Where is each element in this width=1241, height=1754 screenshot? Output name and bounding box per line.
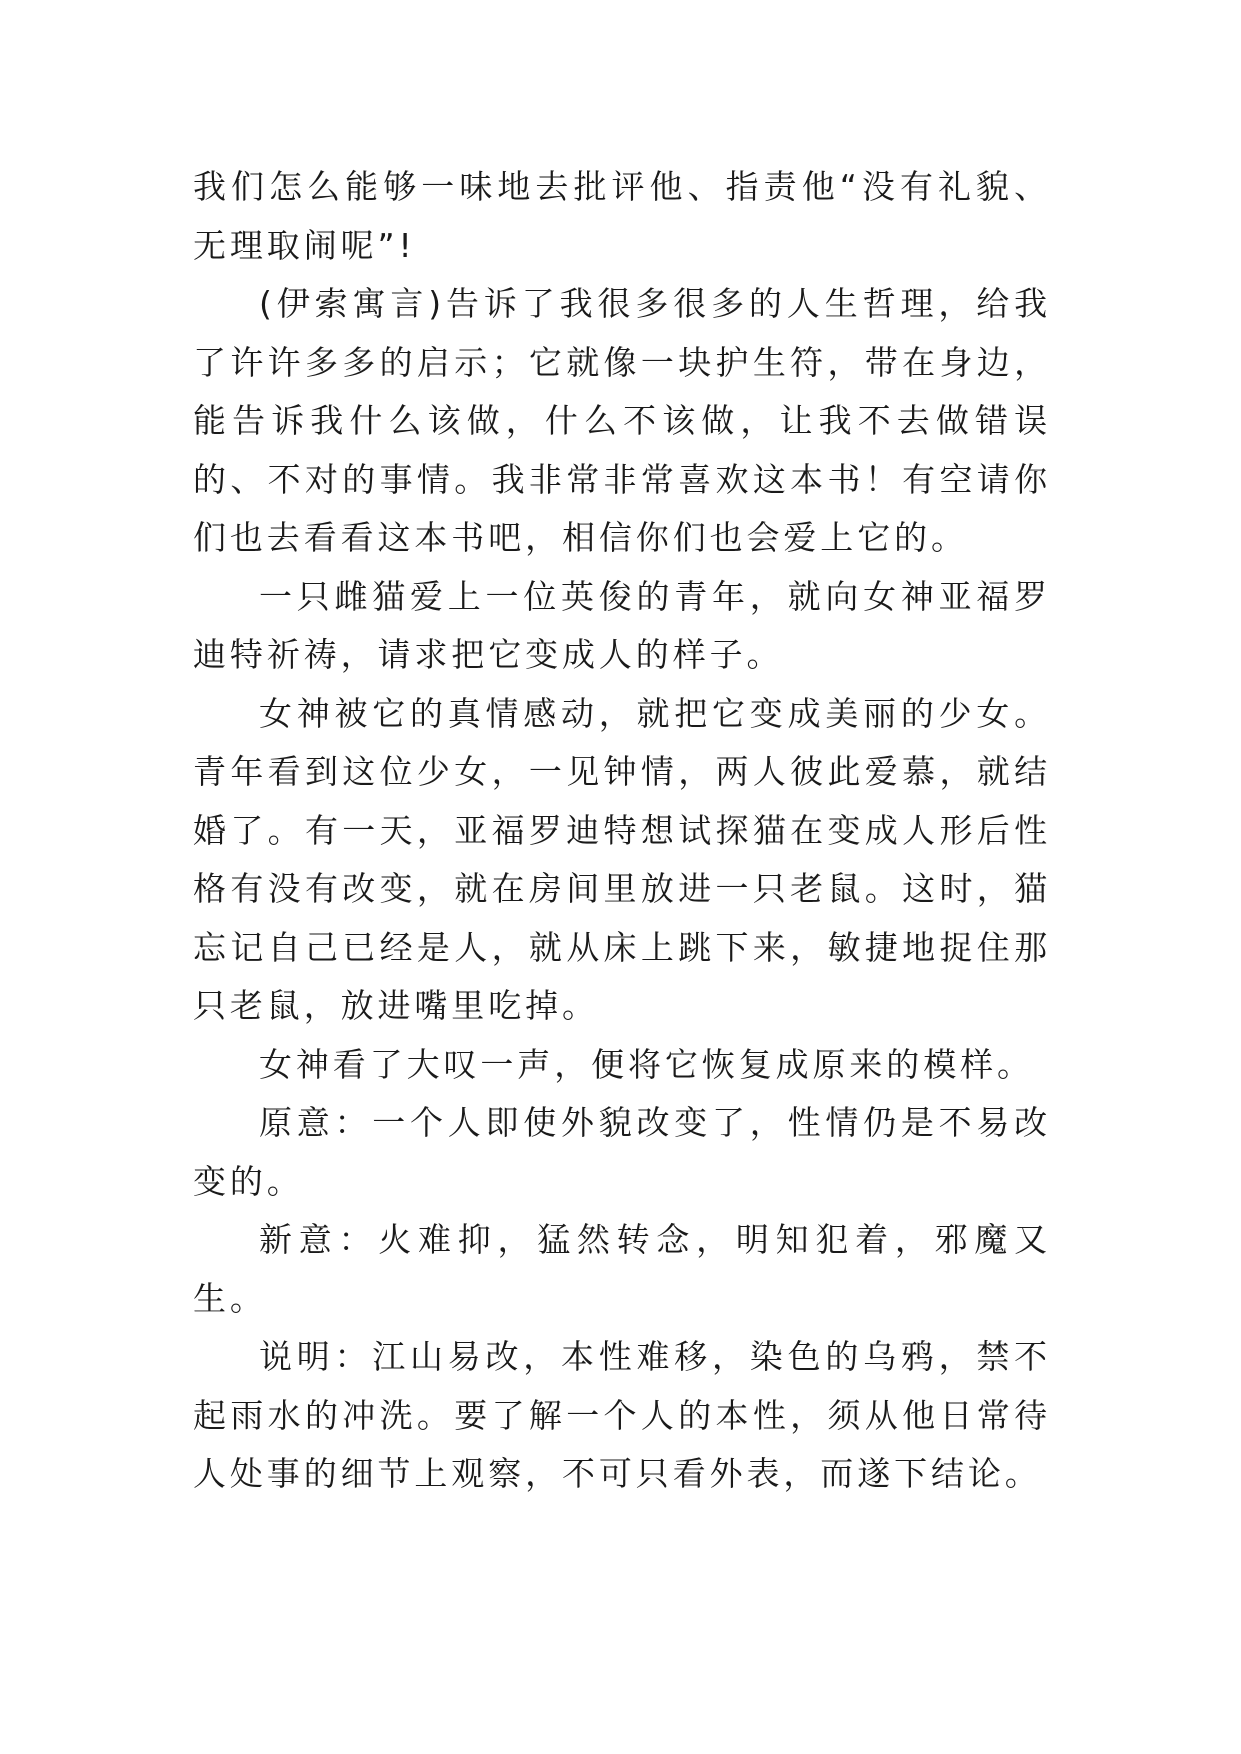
paragraph: 一只雌猫爱上一位英俊的青年，就向女神亚福罗迪特祈祷，请求把它变成人的样子。 bbox=[193, 576, 1051, 674]
paragraph: 我们怎么能够一味地去批评他、指责他“没有礼貌、无理取闹呢”! bbox=[193, 167, 1051, 265]
paragraph: 说明：江山易改，本性难移，染色的乌鸦，禁不起雨水的冲洗。要了解一个人的本性，须从他日常待人处事的细节上观察，不可只看外表，而遂下结论。 bbox=[193, 1337, 1051, 1493]
paragraph: 女神看了大叹一声，便将它恢复成原来的模样。 bbox=[259, 1044, 1034, 1084]
paragraph: 新意：火难抑，猛然转念，明知犯着，邪魔又生。 bbox=[193, 1220, 1051, 1318]
paragraph: (伊索寓言)告诉了我很多很多的人生哲理，给我了许许多多的启示；它就像一块护生符，带在身边，能告诉我什么该做，什么不该做，让我不去做错误的、不对的事情。我非常非常喜欢这本书！有空请你们也去看看这本书吧，相信你们也会爱上它的。 bbox=[193, 284, 1051, 557]
document-body bbox=[193, 158, 1051, 1504]
paragraph: 原意：一个人即使外貌改变了，性情仍是不易改变的。 bbox=[193, 1103, 1051, 1201]
paragraph: 女神被它的真情感动，就把它变成美丽的少女。青年看到这位少女，一见钟情，两人彼此爱慕，就结婚了。有一天，亚福罗迪特想试探猫在变成人形后性格有没有改变，就在房间里放进一只老鼠。这时，猫忘记自己已经是人，就从床上跳下来，敏捷地捉住那只老鼠，放进嘴里吃掉。 bbox=[193, 693, 1051, 1025]
